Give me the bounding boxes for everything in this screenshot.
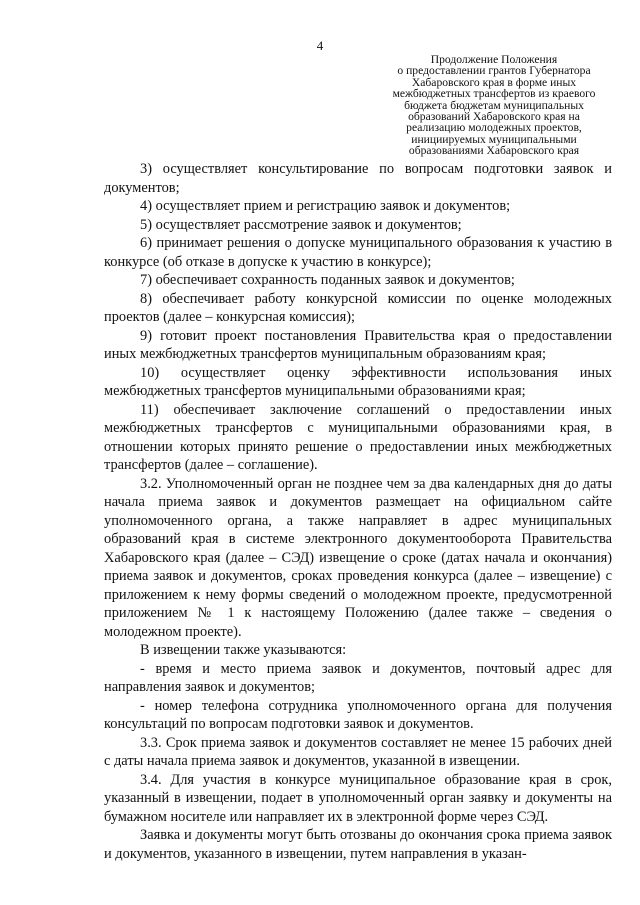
paragraph: 7) обеспечивает сохранность поданных заявок и документов; xyxy=(140,272,515,288)
header-line: инициируемых муниципальными xyxy=(411,132,577,146)
header-line: о предоставлении грантов Губернатора xyxy=(397,64,591,78)
paragraph: В извещении также указываются: xyxy=(140,642,347,658)
paragraph: 6) принимает решения о допуске муниципального образования к участию в конкурсе (об отказе в допуске к участию в конкурсе); xyxy=(104,235,612,270)
header-line: образований Хабаровского края на xyxy=(408,110,580,124)
header-line: Хабаровского края в форме иных xyxy=(411,75,577,89)
paragraph: 4) осуществляет прием и регистрацию заявок и документов; xyxy=(140,198,511,214)
header-line: бюджета бюджетам муниципальных xyxy=(404,98,584,112)
paragraph: 9) готовит проект постановления Правительства края о предоставлении иных межбюджетных трансфертов муниципальным образованиям края; xyxy=(104,327,612,362)
paragraph: Заявка и документы могут быть отозваны до окончания срока приема заявок и документов, указанного в извещении, путем направления в указан- xyxy=(104,827,612,862)
header-line: межбюджетных трансфертов из краевого xyxy=(392,87,596,101)
document-header xyxy=(372,54,616,157)
header-line: образованиями Хабаровского края xyxy=(408,144,580,158)
paragraph: 5) осуществляет рассмотрение заявок и документов; xyxy=(140,216,462,233)
document-body xyxy=(104,160,612,863)
paragraph: 3.4. Для участия в конкурсе муниципальное образование края в срок, указанный в извещении, подает в уполномоченный орган заявку и документы на бумажном носителе или направляет их в электронной форме через СЭД. xyxy=(104,771,612,825)
paragraph: 3.2. Уполномоченный орган не позднее чем за два календарных дня до даты начала приема заявок и документов размещает на официальном сайте уполномоченного органа, а также направляет в адрес муниципальных образований края в системе электронного документооборота Правительства Хабаровского края (далее – СЭД) извещение о сроке (датах начала и окончания) приема заявок и документов, сроках проведения конкурса (далее – извещение) с приложением к нему формы сведений о молодежном проекте, предусмотренной приложением № 1 к настоящему Положению (далее также – сведения о молодежном проекте). xyxy=(104,475,612,640)
paragraph: 3.3. Срок приема заявок и документов составляет не менее 15 рабочих дней с даты начала приема заявок и документов, указанной в извещении. xyxy=(104,734,612,769)
header-line: реализацию молодежных проектов, xyxy=(406,121,582,135)
paragraph: - время и место приема заявок и документов, почтовый адрес для направления заявок и документов; xyxy=(104,660,612,695)
page-number: 4 xyxy=(316,38,324,53)
header-line: Продолжение Положения xyxy=(430,53,558,66)
paragraph: - номер телефона сотрудника уполномоченного органа для получения консультаций по вопросам подготовки заявок и документов. xyxy=(104,697,612,732)
paragraph: 8) обеспечивает работу конкурсной комиссии по оценке молодежных проектов (далее – конкурсная комиссия); xyxy=(104,290,612,325)
paragraph: 10) осуществляет оценку эффективности использования иных межбюджетных трансфертов муниципальными образованиями края; xyxy=(104,364,612,399)
paragraph: 3) осуществляет консультирование по вопросам подготовки заявок и документов; xyxy=(104,161,612,196)
paragraph: 11) обеспечивает заключение соглашений о предоставлении иных межбюджетных трансфертов с муниципальными образованиями края, в отношении которых принято решение о предоставлении иных межбюджетных трансфертов (далее – соглашение). xyxy=(104,401,612,473)
